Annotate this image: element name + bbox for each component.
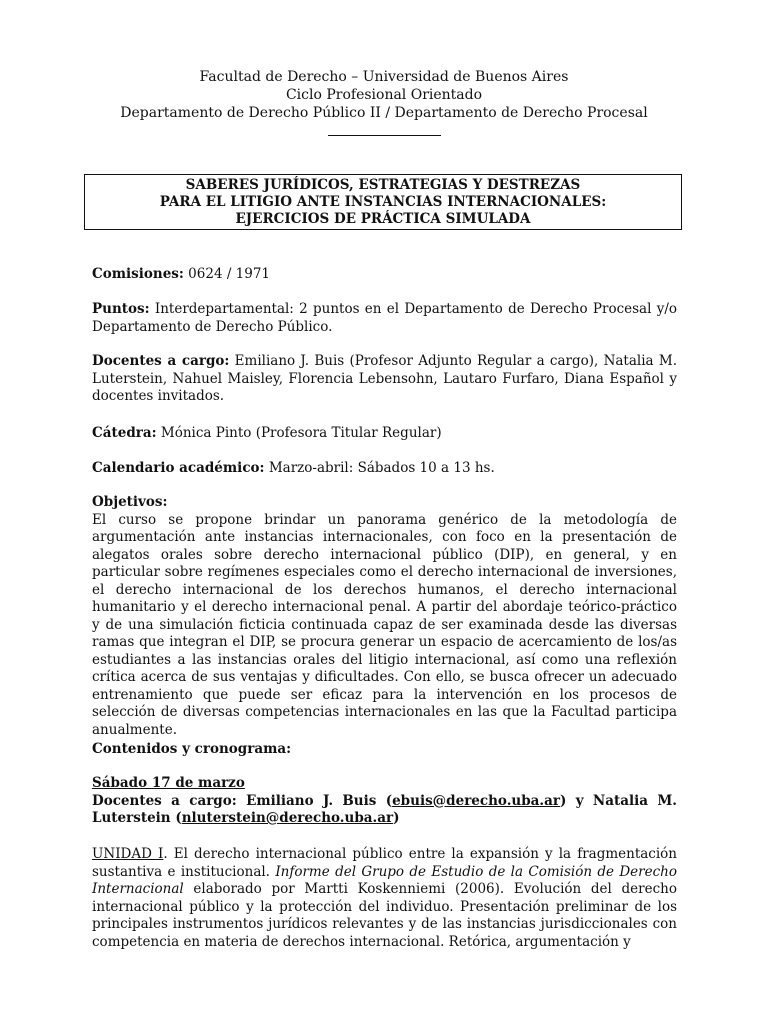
contenidos-label: Contenidos y cronograma: [92, 741, 292, 757]
unidad-1-text-a: . El derecho internacional público entre la expansión y la fragmentación sustantiva e institucional. [92, 846, 678, 880]
email-link-ebuis[interactable]: ebuis@derecho.uba.ar [392, 792, 560, 809]
docentes-value: Emiliano J. Buis (Profesor Adjunto Regular a cargo), Natalia M. Luterstein, Nahuel Maisley, Florencia Lebensohn, Lautaro Furfaro, Diana Español y docentes invitados. [92, 353, 677, 404]
catedra-paragraph [92, 425, 677, 443]
course-title-line-1: SABERES JURÍDICOS, ESTRATEGIAS Y DESTREZAS [185, 177, 581, 193]
session-1-docentes-prefix: Docentes a cargo: Emiliano J. Buis ( [92, 792, 393, 809]
course-title-box [84, 174, 682, 230]
objetivos-text: El curso se propone brindar un panorama genérico de la metodología de argumentación ante instancias internacionales, con foco en la presentación de alegatos orales sobre derecho internacional público (DIP), en general, y en particular sobre regímenes especiales como el derecho internacional de inversiones, el derecho internacional de los derechos humanos, el derecho internacional humanitario y el derecho internacional penal. A partir del abordaje teórico-práctico y de una simulación ficticia continuada capaz de ser examinada desde las diversas ramas que integran el DIP, se procura generar un espacio de acercamiento de los/as estudiantes a las instancias orales del litigio internacional, así como una reflexión crítica acerca de sus ventajas y dificultades. Con ello, se busca ofrecer un adecuado entrenamiento que puede ser eficaz para la intervención en los procesos de selección de diversas competencias internacionales en las que la Facultad participa anualmente. [92, 511, 677, 738]
header-divider [328, 135, 441, 136]
calendario-label: Calendario académico: [92, 460, 265, 476]
calendario-paragraph [92, 460, 677, 478]
session-1-docentes [92, 793, 677, 828]
unidad-1-paragraph [92, 846, 677, 951]
session-1-docentes-mid: ) y Natalia M. Luterstein ( [92, 792, 677, 826]
header-faculty: Facultad de Derecho – Universidad de Buenos Aires [199, 69, 569, 85]
header-cycle: Ciclo Profesional Orientado [285, 87, 483, 103]
course-title-line-2: PARA EL LITIGIO ANTE INSTANCIAS INTERNACIONALES: [159, 194, 607, 210]
email-link-nluterstein[interactable]: nluterstein@derecho.uba.ar [181, 810, 394, 826]
document-header [0, 68, 768, 122]
objetivos-section [92, 494, 677, 739]
session-1 [92, 775, 677, 828]
unidad-1-label: UNIDAD I [92, 846, 164, 862]
unidad-1-text-b: elaborado por Martti Koskenniemi (2006). Evolución del derecho internacional público y la protección del individuo. Presentación preliminar de los principales instrumentos jurídicos relevantes y de las instancias jurisdiccionales con competencia en materia de derechos internacional. Retórica, argumentación y [92, 881, 677, 950]
catedra-label: Cátedra: [92, 425, 157, 441]
puntos-paragraph [92, 301, 677, 336]
session-1-docentes-suffix: ) [393, 810, 400, 826]
puntos-label: Puntos: [92, 301, 150, 317]
unidad-1-report-title: Informe del Grupo de Estudio de la Comisión de Derecho Internacional [92, 863, 677, 897]
course-title-line-3: EJERCICIOS DE PRÁCTICA SIMULADA [235, 211, 531, 227]
comisiones-paragraph [92, 266, 677, 284]
puntos-value: Interdepartamental: 2 puntos en el Departamento de Derecho Procesal y/o Departamento de Derecho Público. [92, 301, 677, 335]
session-1-date: Sábado 17 de marzo [92, 775, 245, 791]
comisiones-label: Comisiones: [92, 266, 184, 282]
header-departments: Departamento de Derecho Público II / Departamento de Derecho Procesal [120, 105, 648, 121]
docentes-paragraph [92, 353, 677, 406]
comisiones-value: 0624 / 1971 [183, 266, 271, 282]
contenidos-heading [92, 741, 677, 759]
docentes-label: Docentes a cargo: [92, 353, 230, 369]
objetivos-label: Objetivos: [92, 494, 168, 510]
catedra-value: Mónica Pinto (Profesora Titular Regular) [156, 425, 442, 441]
calendario-value: Marzo-abril: Sábados 10 a 13 hs. [264, 460, 495, 476]
